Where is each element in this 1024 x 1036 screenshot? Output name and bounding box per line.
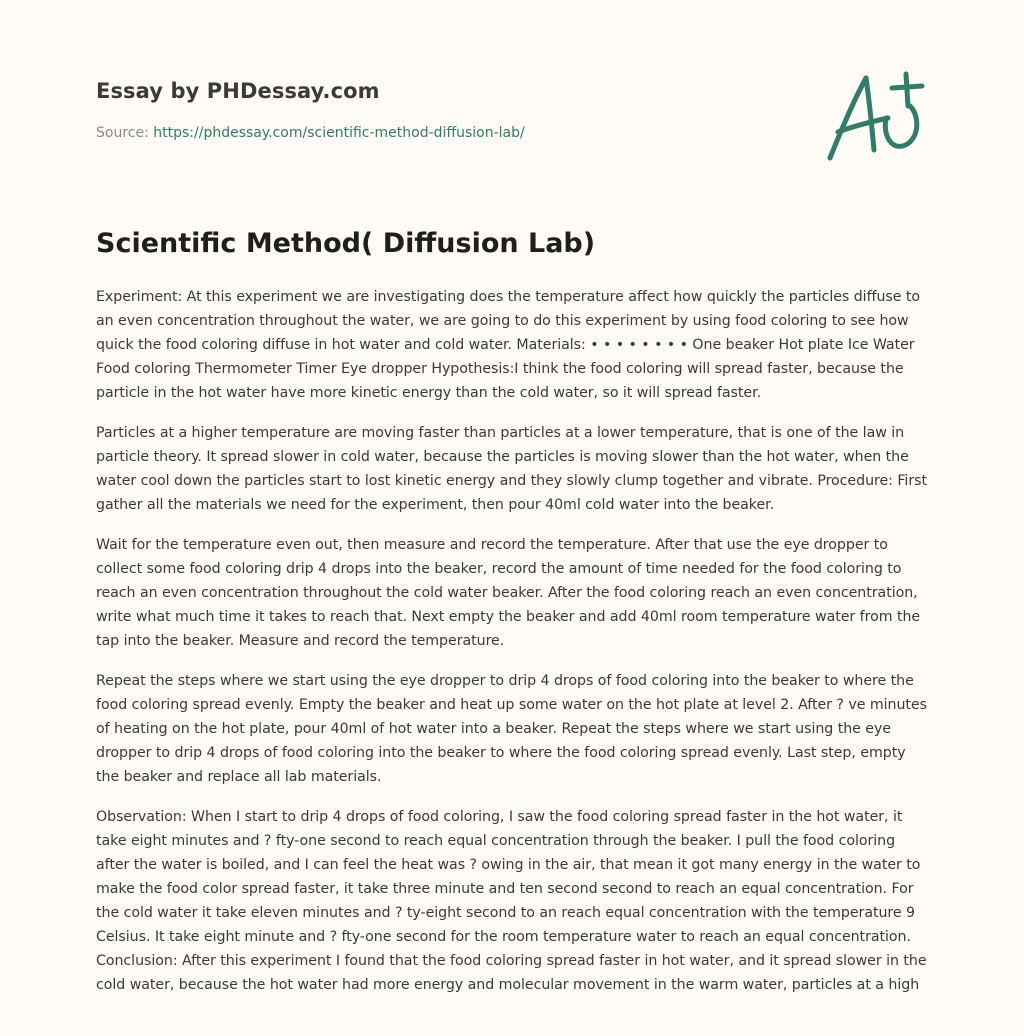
source-line — [96, 124, 796, 142]
a-plus-logo-icon — [820, 66, 930, 166]
essay-title: Scientific Method( Diffusion Lab) — [96, 228, 596, 259]
site-title: Essay by PHDessay.com — [96, 79, 380, 103]
essay-paragraph: Observation: When I start to drip 4 drops of food coloring, I saw the food coloring spread faster in the hot water, it take eight minutes and ? fty-one second to reach equal concentration through the beaker. I pull the food coloring after the water is boiled, and I can feel the heat was ? owing in the air, that mean it got many energy in the water to make the food color spread faster, it take three minute and ten second second to reach an equal concentration. For the cold water it take eleven minutes and ? ty-eight second to an reach equal concentration with the temperature 9 Celsius. It take eight minute and ? fty-one second for the room temperature water to reach an equal concentration. Conclusion: After this experiment I found that the food coloring spread faster in hot water, and it spread slower in the cold water, because the hot water had more energy and molecular movement in the warm water, particles at a high — [96, 809, 927, 993]
source-label: Source: — [96, 125, 154, 141]
essay-paragraph: Experiment: At this experiment we are investigating does the temperature affect how quickly the particles diffuse to an even concentration throughout the water, we are going to do this experiment by using food coloring to see how quick the food coloring diffuse in hot water and cold water. Materials: • • • • • • • • One beaker Hot plate Ice Water Food coloring Thermometer Timer Eye dropper Hypothesis:I think the food coloring will spread faster, because the particle in the hot water have more kinetic energy than the cold water, so it will spread faster. — [96, 289, 921, 401]
essay-body — [96, 285, 932, 1013]
source-link[interactable]: https://phdessay.com/scientific-method-diffusion-lab/ — [153, 125, 525, 141]
page-header — [96, 78, 796, 142]
essay-paragraph: Repeat the steps where we start using the eye dropper to drip 4 drops of food coloring into the beaker to where the food coloring spread evenly. Empty the beaker and heat up some water on the hot plate at level 2. After ? ve minutes of heating on the hot plate, pour 40ml of hot water into a beaker. Repeat the steps where we start using the eye dropper to drip 4 drops of food coloring into the beaker to where the food coloring spread evenly. Last step, empty the beaker and replace all lab materials. — [96, 673, 927, 785]
essay-paragraph: Particles at a higher temperature are moving faster than particles at a lower temperature, that is one of the law in particle theory. It spread slower in cold water, because the particles is moving slower than the hot water, when the water cool down the particles start to lost kinetic energy and they slowly clump together and vibrate. Procedure: First gather all the materials we need for the experiment, then pour 40ml cold water into the beaker. — [96, 425, 927, 513]
essay-paragraph: Wait for the temperature even out, then measure and record the temperature. After that use the eye dropper to collect some food coloring drip 4 drops into the beaker, record the amount of time needed for the food coloring to reach an even concentration throughout the cold water beaker. After the food coloring reach an even concentration, write what much time it takes to reach that. Next empty the beaker and add 40ml room temperature water from the tap into the beaker. Measure and record the temperature. — [96, 537, 921, 649]
